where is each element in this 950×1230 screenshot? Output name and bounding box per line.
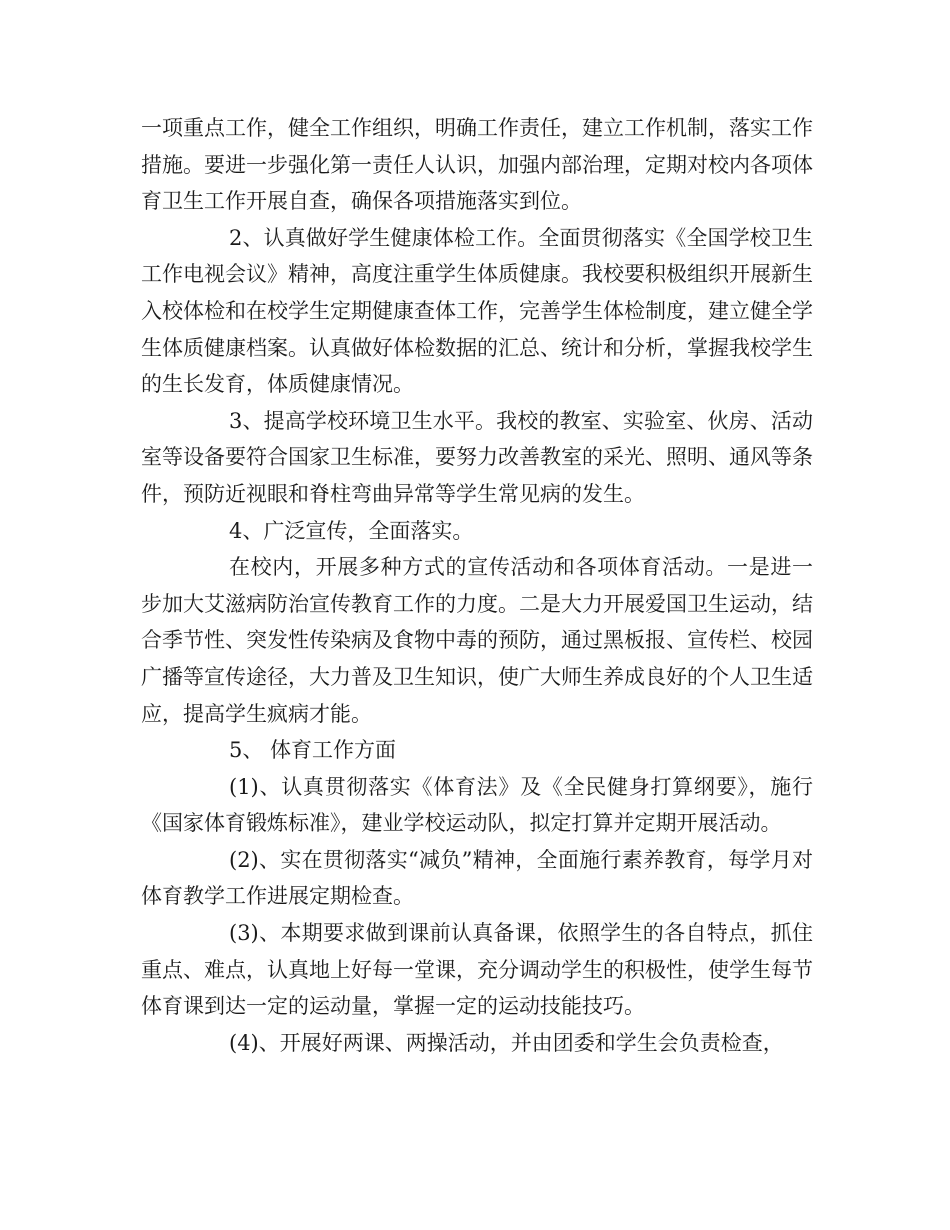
paragraph-1: 一项重点工作，健全工作组织，明确工作责任，建立工作机制，落实工作措施。要进一步强化第一责任人认识，加强内部治理，定期对校内各项体育卫生工作开展自查，确保各项措施落实到位。 (141, 116, 813, 214)
paragraph-5: 在校内，开展多种方式的宣传活动和各项体育活动。一是进一步加大艾滋病防治宣传教育工作的力度。二是大力开展爱国卫生运动，结合季节性、突发性传染病及食物中毒的预防，通过黑板报、宣传栏、校园广播等宣传途径，大力普及卫生知识，使广大师生养成良好的个人卫生适应，提高学生疯病才能。 (141, 555, 813, 726)
paragraph-2: 2、认真做好学生健康体检工作。全面贯彻落实《全国学校卫生工作电视会议》精神，高度注重学生体质健康。我校要积极组织开展新生入校体检和在校学生定期健康查体工作，完善学生体检制度，建立健全学生体质健康档案。认真做好体检数据的汇总、统计和分析，掌握我校学生的生长发育，体质健康情况。 (141, 225, 813, 397)
paragraph-8: (2)、实在贯彻落实“减负”精神，全面施行素养教育，每学月对体育教学工作进展定期检查。 (141, 847, 813, 909)
paragraph-6: 5、 体育工作方面 (229, 738, 397, 763)
paragraph-9: (3)、本期要求做到课前认真备课，依照学生的各自特点，抓住重点、难点，认真地上好每一堂课，充分调动学生的积极性，使学生每节体育课到达一定的运动量，掌握一定的运动技能技巧。 (141, 921, 813, 1019)
paragraph-3: 3、提高学校环境卫生水平。我校的教室、实验室、伙房、活动室等设备要符合国家卫生标准，要努力改善教室的采光、照明、通风等条件，预防近视眼和脊柱弯曲异常等学生常见病的发生。 (141, 408, 813, 506)
paragraph-7: (1)、认真贯彻落实《体育法》及《全民健身打算纲要》，施行《国家体育锻炼标准》，建业学校运动队，拟定打算并定期开展活动。 (141, 774, 813, 836)
document-body (141, 110, 813, 1061)
paragraph-10: (4)、开展好两课、两操活动，并由团委和学生会负责检查， (229, 1030, 784, 1055)
paragraph-4: 4、广泛宣传，全面落实。 (229, 518, 474, 543)
